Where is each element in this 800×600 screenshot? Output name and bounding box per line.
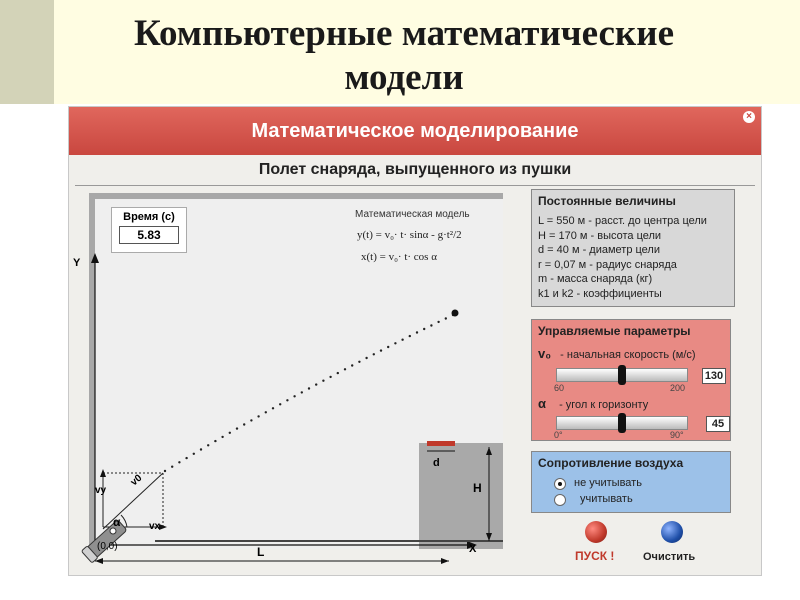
trajectory-dot	[380, 349, 382, 351]
trajectory-dot	[394, 342, 396, 344]
controls-panel	[531, 319, 731, 441]
equation-y: y(t) = v₀· t· sinα - g·t²/2	[357, 229, 462, 241]
trajectory-dot	[236, 427, 238, 429]
simulation-subtitle: Полет снаряда, выпущенного из пушки	[258, 161, 572, 178]
alpha-caption	[538, 396, 648, 411]
alpha-label: α	[113, 515, 121, 529]
close-icon[interactable]: ×	[743, 111, 755, 123]
constants-panel	[531, 189, 735, 307]
trajectory-dot	[279, 403, 281, 405]
air-radio-on[interactable]	[554, 494, 566, 506]
trajectory-dot	[257, 415, 259, 417]
trajectory-dot	[193, 453, 195, 455]
air-option-off: не учитывать	[574, 477, 642, 489]
trajectory-dot	[365, 357, 367, 359]
trajectory-dot	[286, 399, 288, 401]
constants-title: Постоянные величины	[538, 194, 676, 208]
alpha-max: 90°	[670, 430, 684, 440]
constant-row: k1 и k2 - коэффициенты	[538, 287, 662, 300]
v0-caption	[538, 346, 696, 361]
trajectory-dot	[337, 372, 339, 374]
trajectory-dot	[185, 457, 187, 459]
trajectory-dot	[409, 335, 411, 337]
slide-title	[54, 12, 754, 100]
trajectory-dot	[344, 368, 346, 370]
air-option-on: учитывать	[580, 493, 633, 505]
start-button[interactable]	[585, 521, 607, 543]
simulation-window	[68, 106, 762, 576]
slide-title-line-1: Компьютерные математические	[133, 13, 674, 54]
trajectory-dot	[445, 317, 447, 319]
trajectory-dot	[250, 419, 252, 421]
alpha-value[interactable]: 45	[706, 416, 730, 432]
y-axis-label: Y	[73, 257, 81, 269]
trajectory-dot	[416, 331, 418, 333]
constant-row: L = 550 м - расст. до центра цели	[538, 215, 707, 227]
trajectory-dot	[387, 346, 389, 348]
v0-slider-thumb[interactable]	[618, 365, 626, 385]
equation-x: x(t) = v₀· t· cos α	[361, 251, 437, 263]
trajectory-dot	[358, 361, 360, 363]
trajectory-dot	[178, 461, 180, 463]
trajectory-dot	[373, 353, 375, 355]
time-value: 5.83	[119, 226, 179, 244]
distance-label: L	[257, 545, 265, 559]
constant-row: m - масса снаряда (кг)	[538, 273, 653, 285]
trajectory-dot	[293, 395, 295, 397]
diameter-label: d	[433, 457, 440, 469]
v0-max: 200	[670, 383, 686, 393]
trajectory-dot	[221, 436, 223, 438]
origin-label: (0,0)	[97, 541, 118, 552]
v0-symbol: v₀	[538, 346, 552, 361]
trajectory-dot	[207, 444, 209, 446]
trajectory-dot	[164, 470, 166, 472]
clear-button[interactable]	[661, 521, 683, 543]
v0-value[interactable]: 130	[702, 368, 726, 384]
alpha-description: - угол к горизонту	[559, 399, 649, 411]
slide-title-line-2: модели	[344, 57, 464, 98]
trajectory-dot	[229, 432, 231, 434]
time-label: Время (с)	[123, 211, 175, 223]
clear-label[interactable]: Очистить	[643, 551, 696, 563]
air-resistance-panel	[531, 451, 731, 513]
model-title: Математическая модель	[355, 209, 470, 220]
trajectory-dot	[308, 387, 310, 389]
trajectory-dot	[315, 383, 317, 385]
trajectory-dot	[243, 423, 245, 425]
slide-side-band	[0, 0, 54, 104]
trajectory-dot	[430, 324, 432, 326]
v0-description: - начальная скорость (м/с)	[560, 349, 696, 361]
alpha-symbol: α	[538, 396, 546, 411]
window-header: Математическое моделирование	[69, 107, 761, 155]
trajectory-dot	[171, 466, 173, 468]
trajectory-dot	[265, 411, 267, 413]
controls-title: Управляемые параметры	[538, 324, 691, 338]
alpha-slider-thumb[interactable]	[618, 413, 626, 433]
trajectory-dot	[200, 448, 202, 450]
trajectory-dot	[437, 321, 439, 323]
constant-row: r = 0,07 м - радиус снаряда	[538, 258, 677, 271]
height-label: H	[473, 481, 482, 495]
vx-label: vx	[149, 521, 161, 532]
trajectory-dot	[272, 407, 274, 409]
trajectory-dot	[214, 440, 216, 442]
trajectory-dot	[351, 364, 353, 366]
constant-row: d = 40 м - диаметр цели	[538, 244, 660, 256]
trajectory-dot	[322, 380, 324, 382]
air-radio-off[interactable]	[554, 478, 566, 490]
vy-label: vy	[95, 485, 107, 496]
alpha-min: 0°	[554, 430, 563, 440]
x-axis-label: X	[469, 543, 477, 555]
trajectory-dot	[423, 328, 425, 330]
trajectory-dot	[329, 376, 331, 378]
v0-min: 60	[554, 383, 565, 393]
start-label[interactable]: ПУСК !	[575, 549, 615, 563]
constant-row: H = 170 м - высота цели	[538, 229, 662, 242]
air-title: Сопротивление воздуха	[538, 456, 684, 470]
trajectory-dot	[301, 391, 303, 393]
v0-label: v0	[128, 472, 145, 489]
trajectory-dot	[401, 339, 403, 341]
